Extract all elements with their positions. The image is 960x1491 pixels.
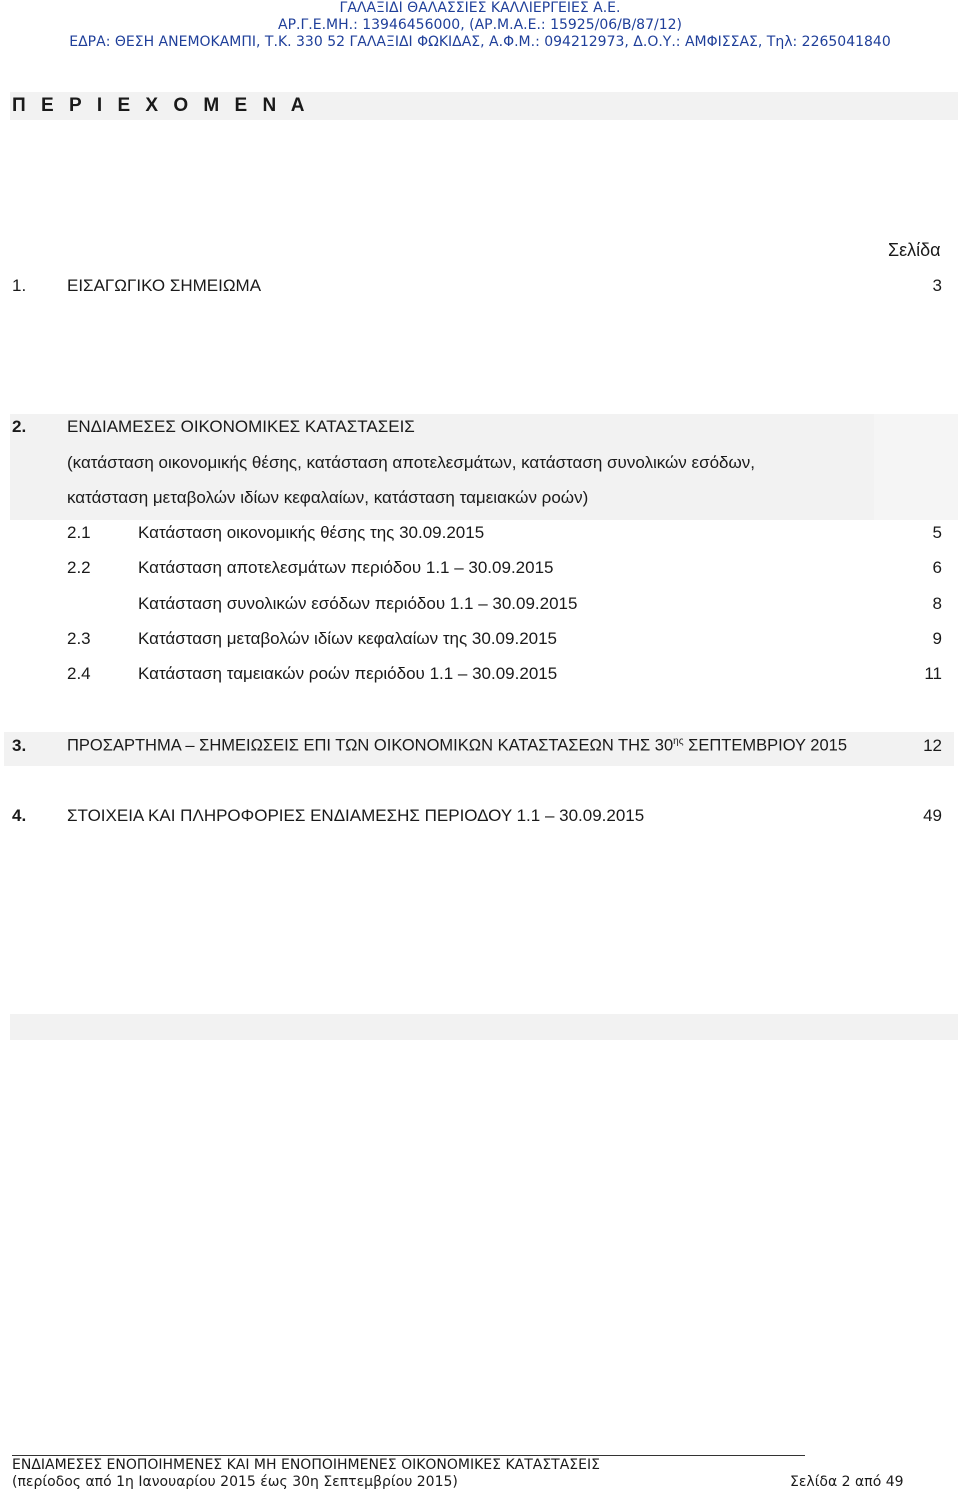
toc-subentry-number: 2.3 [67, 629, 91, 648]
toc-subentry-page: 6 [932, 558, 942, 577]
toc-subentry-label: Κατάσταση ταμειακών ροών περιόδου 1.1 – 30.09.2015 [138, 664, 558, 683]
toc-subentry-number: 2.4 [67, 664, 91, 683]
toc-entry-number: 3. [12, 736, 27, 755]
toc-entry-label: ΣΤΟΙΧΕΙΑ ΚΑΙ ΠΛΗΡΟΦΟΡΙΕΣ ΕΝΔΙΑΜΕΣΗΣ ΠΕΡΙΟΔΟΥ 1.1 – 30.09.2015 [67, 806, 645, 825]
toc-entry-number: 1. [12, 276, 27, 295]
toc-entry-number: 4. [12, 806, 27, 825]
toc-subentry-page: 11 [924, 664, 942, 683]
toc-entry-description: (κατάσταση οικονομικής θέσης, κατάσταση αποτελεσμάτων, κατάσταση συνολικών εσόδων, [67, 453, 756, 472]
toc-entry-description: κατάσταση μεταβολών ιδίων κεφαλαίων, κατάσταση ταμειακών ροών) [67, 488, 589, 507]
footer-page-number: Σελίδα 2 από 49 [790, 1474, 904, 1490]
toc-entry-label [67, 736, 847, 756]
toc-entry-number: 2. [12, 417, 27, 436]
footer-period: (περίοδος από 1η Ιανουαρίου 2015 έως 30η Σεπτεμβρίου 2015) [12, 1474, 458, 1490]
toc-entry-page: 3 [932, 276, 942, 295]
toc-subentry-page: 9 [932, 629, 942, 648]
footer-divider [12, 1455, 805, 1456]
company-registry: ΑΡ.Γ.Ε.ΜΗ.: 13946456000, (ΑΡ.Μ.Α.Ε.: 15925/06/Β/87/12) [278, 17, 682, 33]
company-name: ΓΑΛΑΞΙΔΙ ΘΑΛΑΣΣΙΕΣ ΚΑΛΛΙΕΡΓΕΙΕΣ Α.Ε. [339, 0, 621, 16]
toc-subentry-label: Κατάσταση αποτελεσμάτων περιόδου 1.1 – 30.09.2015 [138, 558, 554, 577]
toc-subentry-label: Κατάσταση οικονομικής θέσης της 30.09.2015 [138, 523, 485, 542]
toc-entry-page: 49 [923, 806, 942, 825]
toc-entry-page: 12 [923, 736, 942, 755]
page-column-label: Σελίδα [888, 240, 941, 260]
bottom-band [10, 1014, 958, 1040]
toc-subentry-number: 2.1 [67, 523, 91, 542]
section2-band-right [874, 414, 958, 520]
toc-subentry-number: 2.2 [67, 558, 91, 577]
company-address: ΕΔΡΑ: ΘΕΣΗ ΑΝΕΜΟΚΑΜΠΙ, Τ.Κ. 330 52 ΓΑΛΑΞΙΔΙ ΦΩΚΙΔΑΣ, Α.Φ.Μ.: 094212973, Δ.Ο.Υ.: ΑΜΦΙΣΣΑΣ, Τηλ: 2265041840 [69, 34, 891, 50]
footer-title: ΕΝΔΙΑΜΕΣΕΣ ΕΝΟΠΟΙΗΜΕΝΕΣ ΚΑΙ ΜΗ ΕΝΟΠΟΙΗΜΕΝΕΣ ΟΙΚΟΝΟΜΙΚΕΣ ΚΑΤΑΣΤΑΣΕΙΣ [12, 1457, 600, 1473]
toc-entry-label: ΕΙΣΑΓΩΓΙΚΟ ΣΗΜΕΙΩΜΑ [67, 276, 262, 295]
toc-subentry-page: 5 [932, 523, 942, 542]
page-title: Π Ε Ρ Ι Ε Χ Ο Μ Ε Ν Α [12, 95, 310, 116]
toc-entry-label-end: ΣΕΠΤΕΜΒΡΙΟΥ 2015 [683, 736, 847, 755]
toc-entry-label-superscript: ης [673, 736, 684, 747]
toc-subentry-label: Κατάσταση συνολικών εσόδων περιόδου 1.1 – 30.09.2015 [138, 594, 578, 613]
toc-entry-label: ΕΝΔΙΑΜΕΣΕΣ ΟΙΚΟΝΟΜΙΚΕΣ ΚΑΤΑΣΤΑΣΕΙΣ [67, 417, 415, 436]
toc-subentry-page: 8 [932, 594, 942, 613]
toc-subentry-label: Κατάσταση μεταβολών ιδίων κεφαλαίων της 30.09.2015 [138, 629, 558, 648]
toc-entry-label-main: ΠΡΟΣΑΡΤΗΜΑ – ΣΗΜΕΙΩΣΕΙΣ ΕΠΙ ΤΩΝ ΟΙΚΟΝΟΜΙΚΩΝ ΚΑΤΑΣΤΑΣΕΩΝ ΤΗΣ 30 [67, 736, 674, 755]
